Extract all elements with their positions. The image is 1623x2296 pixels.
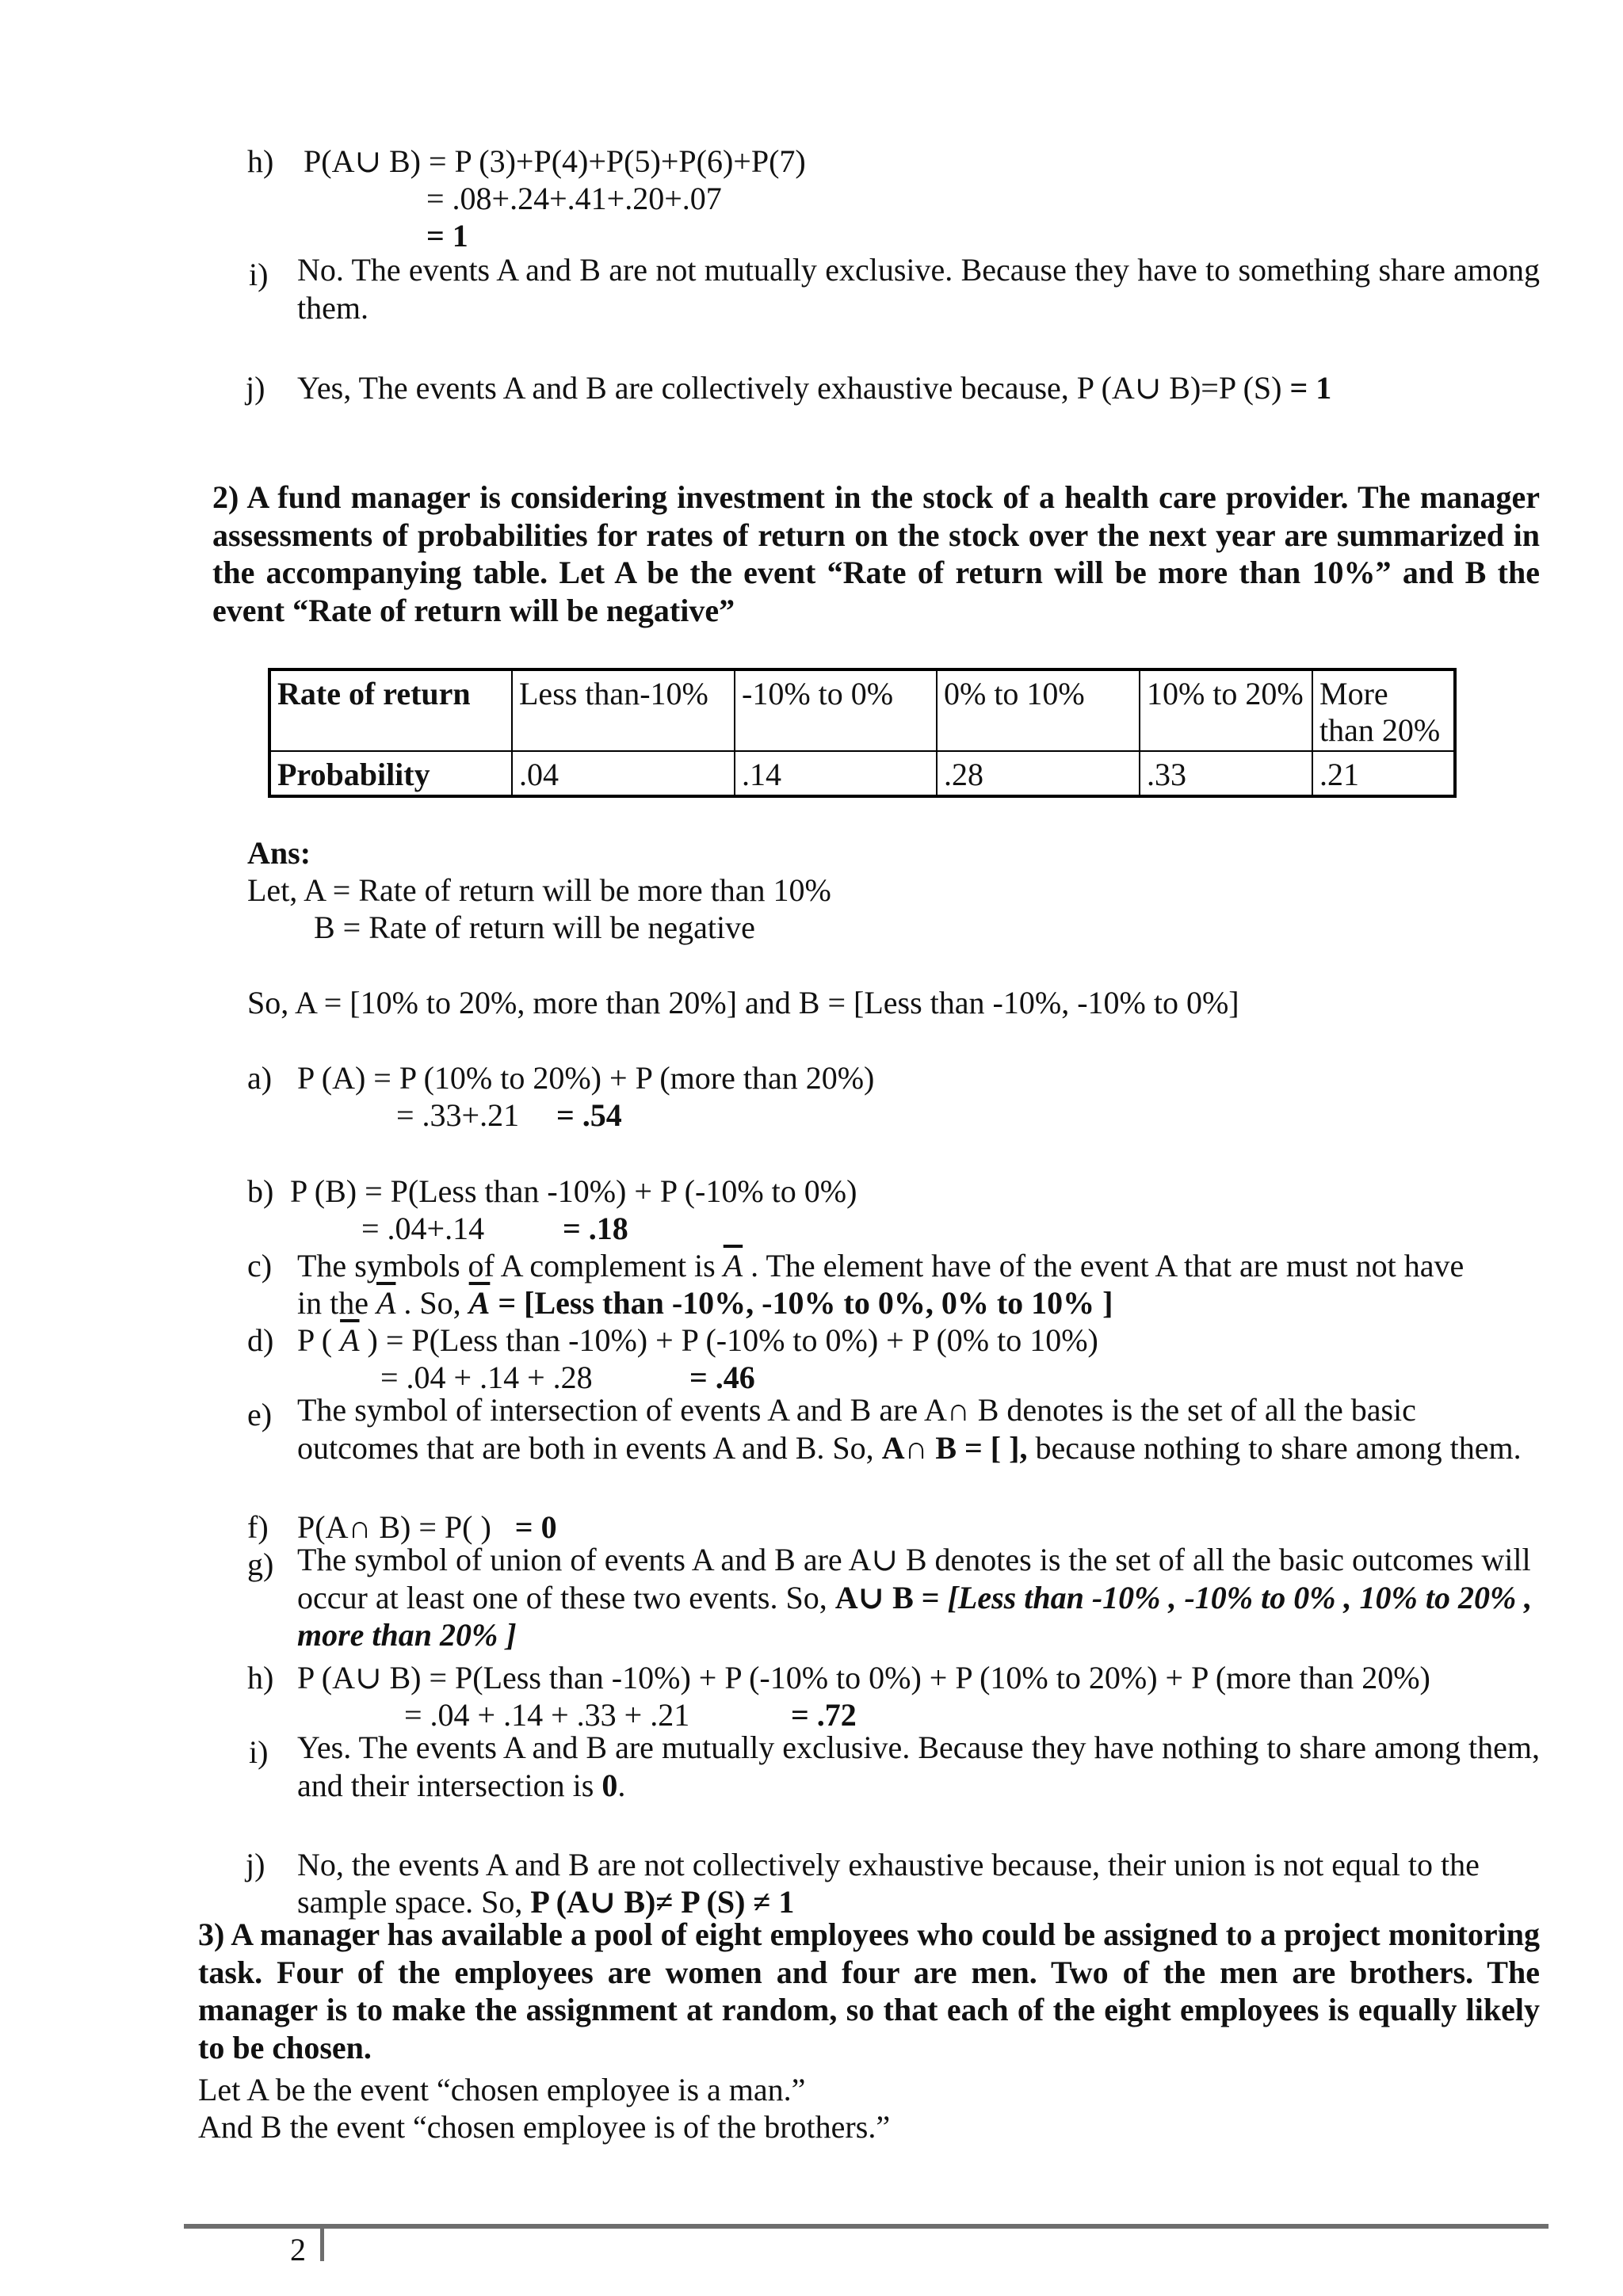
page-number-bar [320,2228,324,2261]
item-j-label: j) [246,1847,265,1882]
c-line1: The symbols of A complement is $\overline{A}$ . The element have of the event A that are must not have [297,1248,1465,1283]
item-i-label: i) [249,257,269,292]
table-row [269,751,1455,796]
let-b: B = Rate of return will be negative [314,910,755,945]
j-line1: No, the events A and B are not collectively exhaustive because, their union is not equal to the [297,1847,1480,1882]
d-line1: P ( $\overline{A}$ ) = P(Less than -10%) + P (-10% to 0%) + P (0% to 10%) [297,1322,1098,1358]
item-j-label: j) [246,370,265,406]
item-c-label: c) [247,1248,273,1283]
table-cell: More than 20% [1312,669,1455,751]
item-e-label: e) [247,1397,273,1432]
item-h-label: h) [247,143,274,179]
table-cell: 10% to 20% [1140,669,1312,751]
event-b: And B the event “chosen employee is of the brothers.” [198,2109,891,2145]
prev-h-line1: P(A∪ B) = P (3)+P(4)+P(5)+P(6)+P(7) [304,143,806,179]
footer-rule [184,2224,1549,2229]
a-line1: P (A) = P (10% to 20%) + P (more than 20%) [297,1060,875,1096]
item-i-label: i) [249,1734,269,1770]
d-result: = .46 [689,1360,755,1395]
h-line2: = .04 + .14 + .33 + .21 [404,1697,690,1733]
g-text: The symbol of union of events A and B are A∪ B denotes is the set of all the basic outcomes will occur at least one of these two events. So, A∪ B = [Less than -10% , -10% to 0% , 10% to 20% , more than 20% ] [297,1542,1533,1653]
item-g-label: g) [247,1547,274,1582]
a-result: = .54 [556,1097,622,1133]
table-header-cell: Rate of return [269,669,512,751]
table-cell: 0% to 10% [937,669,1140,751]
h-line1: P (A∪ B) = P(Less than -10%) + P (-10% to 0%) + P (10% to 20%) + P (more than 20%) [297,1660,1430,1695]
a-line2: = .33+.21 [396,1097,520,1133]
table-cell: Less than-10% [512,669,735,751]
a-complement-symbol: $\overline{A}$ [376,1285,396,1321]
item-b-label: b) [247,1173,274,1209]
so-line: So, A = [10% to 20%, more than 20%] and B = [Less than -10%, -10% to 0%] [247,985,1239,1020]
table-header-cell: Probability [269,751,512,796]
item-h-label: h) [247,1660,274,1695]
b-line1: P (B) = P(Less than -10%) + P (-10% to 0%) [290,1173,857,1209]
f-text: P(A∩ B) = P( ) = 0 [297,1509,557,1545]
i-text: Yes. The events A and B are mutually exclusive. Because they have nothing to share among them, and their intersection is 0. [297,1730,1540,1803]
e-text: The symbol of intersection of events A and B are A∩ B denotes is the set of all the basic outcomes that are both in events A and B. So, A∩ B = [ ], because nothing to share among them. [297,1392,1522,1466]
d-line2: = .04 + .14 + .28 [380,1360,593,1395]
table-cell: .21 [1312,751,1455,796]
a-complement-symbol: $\overline{A}$ [723,1248,743,1283]
ans-label: Ans: [247,835,311,871]
a-complement-symbol: $\overline{A}$ [468,1285,491,1321]
a-complement-symbol: $\overline{A}$ [340,1322,360,1358]
table-cell: .33 [1140,751,1312,796]
question-3: 3) A manager has available a pool of eight employees who could be assigned to a project monitoring task. Four of the employees are women and four are men. Two of the men are brothers. The manager is to make the assignment at random, so that each of the eight employees is equally likely to be chosen. [198,1917,1540,2065]
b-line2: = .04+.14 [361,1211,485,1246]
h-result: = .72 [791,1697,857,1733]
page-number: 2 [290,2232,306,2267]
b-result: = .18 [563,1211,628,1246]
table-row [269,669,1455,751]
table-cell: .04 [512,751,735,796]
c-line2: in the $\overline{A}$ . So, $\overline{A}$ = [Less than -10%, -10% to 0%, 0% to 10% ] [297,1285,1113,1321]
item-d-label: d) [247,1322,274,1358]
event-a: Let A be the event “chosen employee is a man.” [198,2072,806,2107]
prev-j-text: Yes, The events A and B are collectively exhaustive because, P (A∪ B)=P (S) = 1 [297,370,1332,406]
rate-table [268,668,1457,798]
table-cell: -10% to 0% [735,669,937,751]
table-cell: .14 [735,751,937,796]
item-f-label: f) [247,1509,269,1545]
prev-h-line3: = 1 [426,218,468,254]
let-a: Let, A = Rate of return will be more than 10% [247,872,831,908]
j-line2: sample space. So, P (A∪ B)≠ P (S) ≠ 1 [297,1884,795,1920]
question-2: 2) A fund manager is considering investment in the stock of a health care provider. The manager assessments of probabilities for rates of return on the stock over the next year are summarized in the accompanying table. Let A be the event “Rate of return will be more than 10%” and B the event “Rate of return will be negative” [212,479,1540,628]
prev-i-text: No. The events A and B are not mutually exclusive. Because they have to something share among them. [297,252,1540,326]
item-a-label: a) [247,1060,273,1096]
prev-h-line2: = .08+.24+.41+.20+.07 [426,181,722,216]
table-cell: .28 [937,751,1140,796]
